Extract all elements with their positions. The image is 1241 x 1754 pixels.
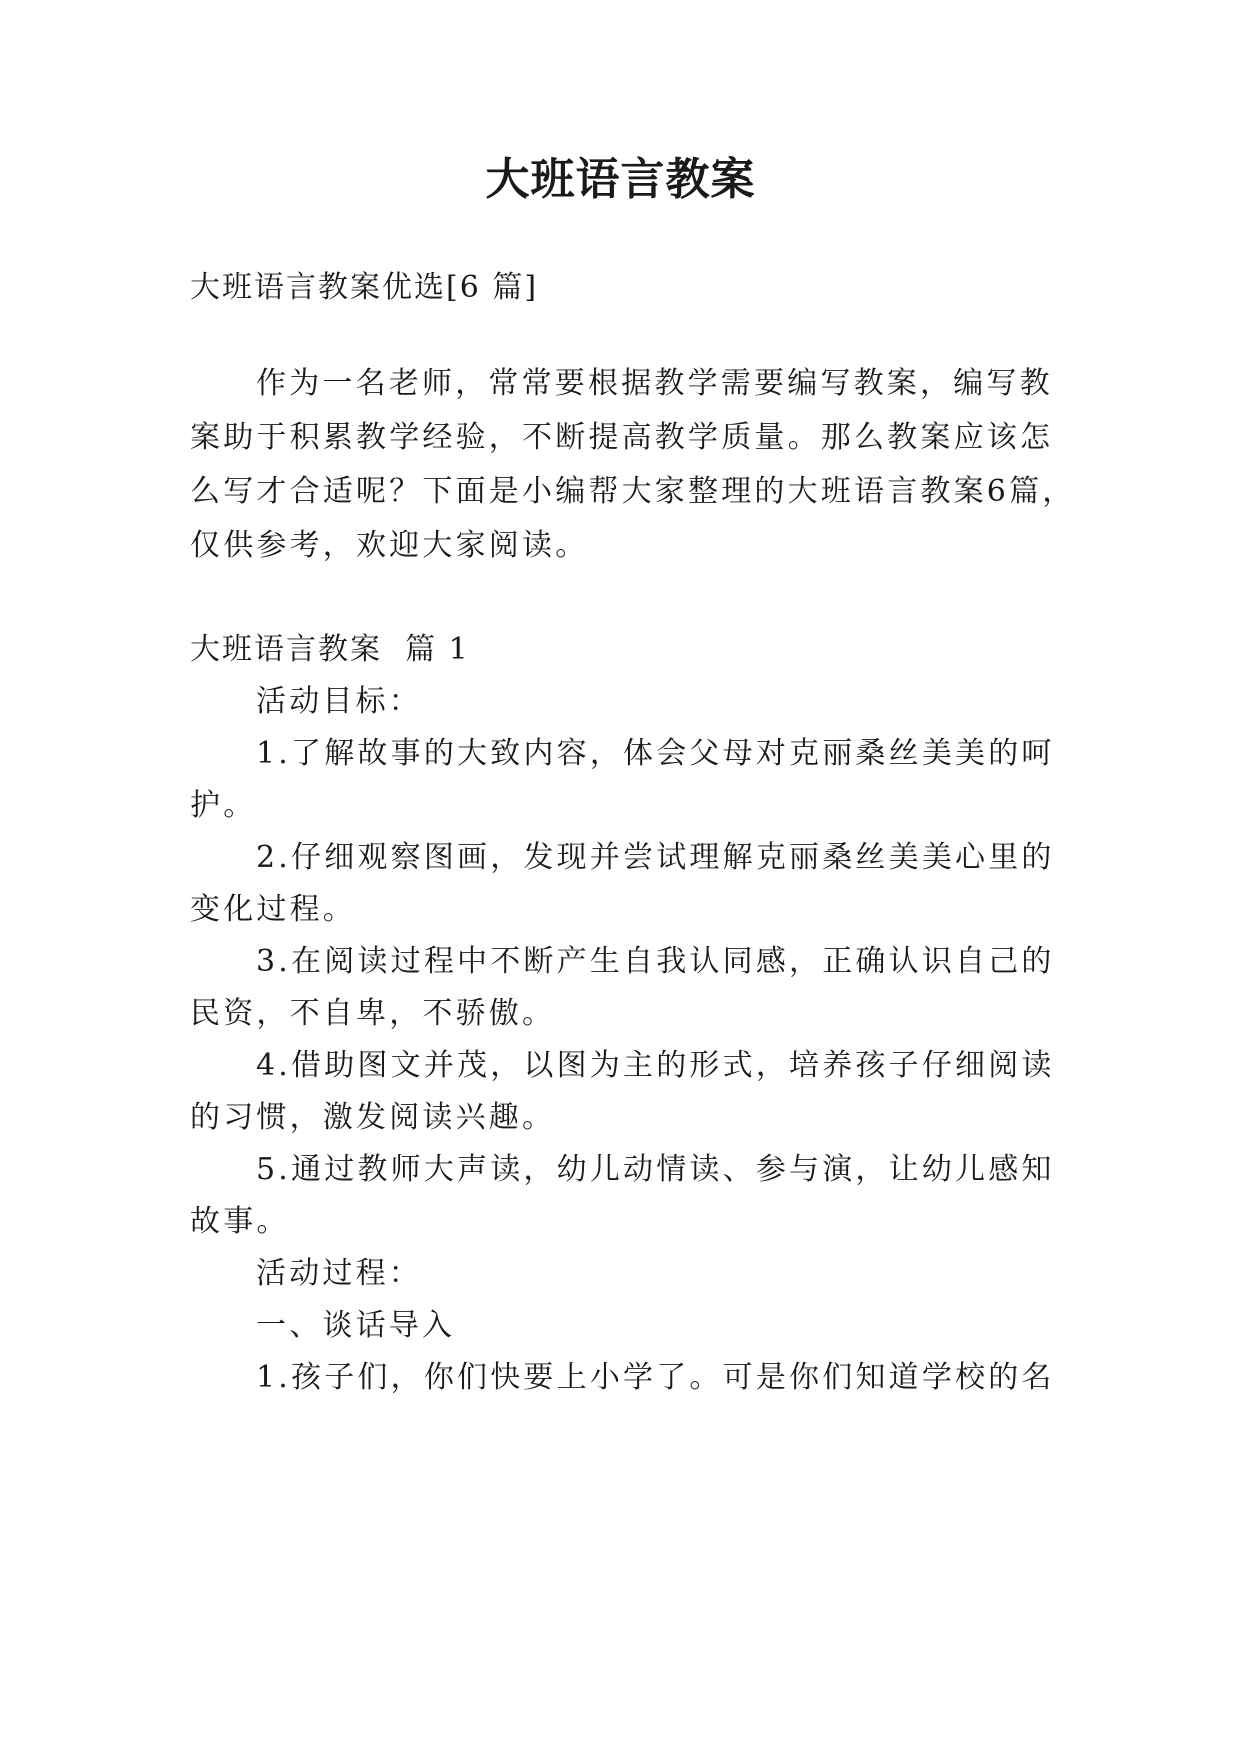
goal-item-line: 5.通过教师大声读，幼儿动情读、参与演，让幼儿感知 xyxy=(256,1152,1055,1187)
document-subtitle: 大班语言教案优选[6 篇] xyxy=(190,270,539,305)
goal-item-line: 护。 xyxy=(190,788,257,823)
goals-heading: 活动目标： xyxy=(256,684,422,719)
intro-line: 仅供参考，欢迎大家阅读。 xyxy=(190,528,589,563)
goal-item-line: 变化过程。 xyxy=(190,892,356,927)
goal-item-line: 4.借助图文并茂，以图为主的形式，培养孩子仔细阅读 xyxy=(256,1048,1055,1083)
process-heading: 活动过程： xyxy=(256,1256,422,1291)
intro-line: 作为一名老师，常常要根据教学需要编写教案，编写教 xyxy=(256,366,1053,401)
step-heading: 一、谈话导入 xyxy=(256,1308,456,1343)
goal-item-line: 2.仔细观察图画，发现并尝试理解克丽桑丝美美心里的 xyxy=(256,840,1055,875)
goal-item-line: 故事。 xyxy=(190,1204,290,1239)
intro-line: 么写才合适呢？下面是小编帮大家整理的大班语言教案6篇， xyxy=(190,474,1076,509)
document-title: 大班语言教案 xyxy=(485,154,756,205)
intro-line: 案助于积累教学经验，不断提高教学质量。那么教案应该怎 xyxy=(190,420,1054,455)
goal-item-line: 1.了解故事的大致内容，体会父母对克丽桑丝美美的呵 xyxy=(256,736,1055,771)
section-heading: 大班语言教案 篇 1 xyxy=(190,632,470,667)
step-line: 1.孩子们，你们快要上小学了。可是你们知道学校的名 xyxy=(256,1360,1055,1395)
goal-item-line: 3.在阅读过程中不断产生自我认同感，正确认识自己的 xyxy=(256,944,1055,979)
goal-item-line: 民资，不自卑，不骄傲。 xyxy=(190,996,556,1031)
goal-item-line: 的习惯，激发阅读兴趣。 xyxy=(190,1100,556,1135)
